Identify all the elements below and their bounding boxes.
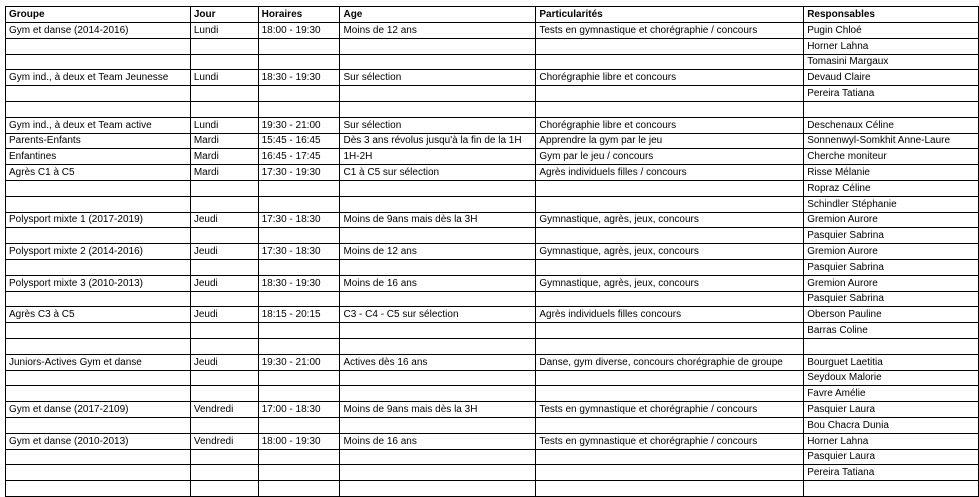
cell-groupe — [6, 291, 191, 307]
cell-responsables: Oberson Pauline — [804, 307, 979, 323]
cell-responsables: Schindler Stéphanie — [804, 196, 979, 212]
cell-particularites: Apprendre la gym par le jeu — [536, 133, 804, 149]
cell-age — [340, 417, 536, 433]
cell-particularites — [536, 370, 804, 386]
cell-responsables: Ropraz Céline — [804, 180, 979, 196]
cell-jour: Vendredi — [190, 433, 258, 449]
header-particularites: Particularités — [536, 7, 804, 23]
cell-age — [340, 370, 536, 386]
cell-jour — [190, 259, 258, 275]
cell-age — [340, 38, 536, 54]
cell-responsables: Pasquier Sabrina — [804, 228, 979, 244]
cell-groupe: Gym et danse (2010-2013) — [6, 433, 191, 449]
cell-age: Actives dès 16 ans — [340, 354, 536, 370]
cell-horaires: 17:30 - 18:30 — [258, 244, 340, 260]
cell-age — [340, 338, 536, 354]
cell-age — [340, 291, 536, 307]
cell-responsables: Pugin Chloé — [804, 23, 979, 39]
cell-jour: Jeudi — [190, 354, 258, 370]
cell-horaires — [258, 38, 340, 54]
cell-responsables: Bourguet Laetitia — [804, 354, 979, 370]
table-row — [6, 86, 979, 102]
cell-jour: Mardi — [190, 165, 258, 181]
cell-particularites: Agrès individuels filles concours — [536, 307, 804, 323]
table-row — [6, 259, 979, 275]
cell-jour: Lundi — [190, 117, 258, 133]
cell-horaires — [258, 86, 340, 102]
cell-groupe: Juniors-Actives Gym et danse — [6, 354, 191, 370]
cell-horaires: 18:30 - 19:30 — [258, 275, 340, 291]
cell-groupe — [6, 180, 191, 196]
table-row — [6, 117, 979, 133]
cell-groupe — [6, 38, 191, 54]
cell-responsables: Sonnenwyl-Somkhit Anne-Laure — [804, 133, 979, 149]
header-responsables: Responsables — [804, 7, 979, 23]
cell-age: Moins de 9ans mais dès la 3H — [340, 212, 536, 228]
cell-particularites: Tests en gymnastique et chorégraphie / concours — [536, 23, 804, 39]
cell-groupe — [6, 417, 191, 433]
cell-responsables: Deschenaux Céline — [804, 117, 979, 133]
header-jour: Jour — [190, 7, 258, 23]
table-row — [6, 433, 979, 449]
cell-horaires: 19:30 - 21:00 — [258, 117, 340, 133]
cell-responsables: Tomasini Margaux — [804, 54, 979, 70]
cell-horaires — [258, 323, 340, 339]
cell-jour — [190, 291, 258, 307]
cell-responsables: Horner Lahna — [804, 38, 979, 54]
cell-particularites — [536, 449, 804, 465]
cell-horaires — [258, 291, 340, 307]
cell-responsables: Horner Lahna — [804, 433, 979, 449]
cell-age — [340, 386, 536, 402]
cell-groupe: Polysport mixte 1 (2017-2019) — [6, 212, 191, 228]
cell-groupe: Enfantines — [6, 149, 191, 165]
cell-horaires — [258, 465, 340, 481]
cell-jour: Jeudi — [190, 244, 258, 260]
cell-particularites — [536, 86, 804, 102]
cell-particularites — [536, 465, 804, 481]
table-row — [6, 291, 979, 307]
cell-jour — [190, 101, 258, 117]
cell-particularites: Gym par le jeu / concours — [536, 149, 804, 165]
cell-age — [340, 465, 536, 481]
cell-responsables: Pasquier Sabrina — [804, 259, 979, 275]
cell-groupe: Agrès C1 à C5 — [6, 165, 191, 181]
cell-groupe — [6, 370, 191, 386]
cell-horaires — [258, 54, 340, 70]
table-row — [6, 307, 979, 323]
cell-horaires: 17:30 - 19:30 — [258, 165, 340, 181]
cell-jour — [190, 86, 258, 102]
cell-age: Sur sélection — [340, 70, 536, 86]
cell-groupe: Gym et danse (2014-2016) — [6, 23, 191, 39]
schedule-table — [5, 6, 979, 497]
table-row — [6, 101, 979, 117]
cell-age — [340, 323, 536, 339]
table-row — [6, 370, 979, 386]
cell-jour — [190, 465, 258, 481]
cell-particularites — [536, 228, 804, 244]
schedule-table-body — [6, 7, 979, 497]
cell-horaires — [258, 417, 340, 433]
cell-age: Sur sélection — [340, 117, 536, 133]
table-row — [6, 54, 979, 70]
cell-jour: Mardi — [190, 149, 258, 165]
cell-responsables: Seydoux Malorie — [804, 370, 979, 386]
table-row — [6, 465, 979, 481]
cell-groupe — [6, 54, 191, 70]
cell-particularites: Gymnastique, agrès, jeux, concours — [536, 212, 804, 228]
cell-jour — [190, 228, 258, 244]
table-row — [6, 133, 979, 149]
cell-age — [340, 259, 536, 275]
cell-jour: Jeudi — [190, 307, 258, 323]
cell-responsables: Bou Chacra Dunia — [804, 417, 979, 433]
table-row — [6, 196, 979, 212]
cell-responsables: Favre Amélie — [804, 386, 979, 402]
table-row — [6, 23, 979, 39]
cell-jour — [190, 180, 258, 196]
cell-particularites — [536, 54, 804, 70]
cell-responsables: Pasquier Laura — [804, 402, 979, 418]
cell-jour — [190, 386, 258, 402]
cell-groupe — [6, 86, 191, 102]
cell-horaires — [258, 180, 340, 196]
cell-particularites: Chorégraphie libre et concours — [536, 117, 804, 133]
cell-groupe — [6, 259, 191, 275]
cell-jour: Mardi — [190, 133, 258, 149]
table-row — [6, 275, 979, 291]
cell-responsables: Barras Coline — [804, 323, 979, 339]
cell-age — [340, 54, 536, 70]
cell-groupe — [6, 449, 191, 465]
cell-groupe — [6, 338, 191, 354]
cell-responsables: Devaud Claire — [804, 70, 979, 86]
cell-groupe: Agrès C3 à C5 — [6, 307, 191, 323]
cell-horaires: 18:30 - 19:30 — [258, 70, 340, 86]
table-row — [6, 417, 979, 433]
cell-particularites — [536, 323, 804, 339]
header-age: Age — [340, 7, 536, 23]
table-row — [6, 449, 979, 465]
cell-jour — [190, 449, 258, 465]
cell-responsables: Gremion Aurore — [804, 212, 979, 228]
cell-particularites: Chorégraphie libre et concours — [536, 70, 804, 86]
cell-groupe — [6, 386, 191, 402]
cell-particularites: Tests en gymnastique et chorégraphie / concours — [536, 402, 804, 418]
cell-particularites — [536, 291, 804, 307]
table-row — [6, 354, 979, 370]
cell-horaires: 16:45 - 17:45 — [258, 149, 340, 165]
header-row — [6, 7, 979, 23]
table-row — [6, 70, 979, 86]
cell-age: Moins de 16 ans — [340, 433, 536, 449]
cell-jour — [190, 338, 258, 354]
cell-age: 1H-2H — [340, 149, 536, 165]
cell-age: Dès 3 ans révolus jusqu'à la fin de la 1H — [340, 133, 536, 149]
cell-horaires — [258, 196, 340, 212]
cell-jour: Jeudi — [190, 212, 258, 228]
cell-horaires: 18:15 - 20:15 — [258, 307, 340, 323]
cell-age — [340, 196, 536, 212]
cell-particularites — [536, 196, 804, 212]
cell-horaires: 18:00 - 19:30 — [258, 23, 340, 39]
cell-groupe — [6, 465, 191, 481]
cell-age: Moins de 9ans mais dès la 3H — [340, 402, 536, 418]
cell-horaires: 17:00 - 18:30 — [258, 402, 340, 418]
cell-groupe — [6, 228, 191, 244]
cell-responsables: Pereira Tatiana — [804, 465, 979, 481]
cell-horaires: 17:30 - 18:30 — [258, 212, 340, 228]
cell-jour: Jeudi — [190, 275, 258, 291]
cell-jour: Vendredi — [190, 402, 258, 418]
cell-particularites: Gymnastique, agrès, jeux, concours — [536, 275, 804, 291]
cell-responsables: Gremion Aurore — [804, 275, 979, 291]
cell-age — [340, 449, 536, 465]
cell-groupe: Polysport mixte 2 (2014-2016) — [6, 244, 191, 260]
cell-particularites — [536, 101, 804, 117]
cell-horaires — [258, 386, 340, 402]
table-row — [6, 323, 979, 339]
cell-horaires: 15:45 - 16:45 — [258, 133, 340, 149]
cell-responsables — [804, 101, 979, 117]
cell-jour: Lundi — [190, 23, 258, 39]
cell-groupe: Gym ind., à deux et Team Jeunesse — [6, 70, 191, 86]
table-row — [6, 338, 979, 354]
cell-groupe — [6, 196, 191, 212]
cell-particularites: Gymnastique, agrès, jeux, concours — [536, 244, 804, 260]
cell-jour: Lundi — [190, 70, 258, 86]
cell-horaires: 19:30 - 21:00 — [258, 354, 340, 370]
cell-particularites: Agrès individuels filles / concours — [536, 165, 804, 181]
cell-age: C1 à C5 sur sélection — [340, 165, 536, 181]
cell-groupe — [6, 101, 191, 117]
cell-groupe — [6, 323, 191, 339]
cell-horaires — [258, 259, 340, 275]
cell-groupe: Polysport mixte 3 (2010-2013) — [6, 275, 191, 291]
cell-jour — [190, 38, 258, 54]
cell-horaires — [258, 449, 340, 465]
cell-particularites — [536, 259, 804, 275]
cell-particularites — [536, 338, 804, 354]
cell-responsables: Pereira Tatiana — [804, 86, 979, 102]
table-row — [6, 165, 979, 181]
cell-particularites — [536, 180, 804, 196]
cell-jour — [190, 54, 258, 70]
cell-horaires: 18:00 - 19:30 — [258, 433, 340, 449]
cell-age — [340, 86, 536, 102]
cell-particularites: Danse, gym diverse, concours chorégraphie de groupe — [536, 354, 804, 370]
cell-responsables: Risse Mélanie — [804, 165, 979, 181]
header-horaires: Horaires — [258, 7, 340, 23]
cell-horaires — [258, 338, 340, 354]
cell-jour — [190, 323, 258, 339]
cell-particularites — [536, 38, 804, 54]
cell-age: C3 - C4 - C5 sur sélection — [340, 307, 536, 323]
cell-jour — [190, 417, 258, 433]
table-row — [6, 386, 979, 402]
cell-responsables: Cherche moniteur — [804, 149, 979, 165]
cell-age: Moins de 16 ans — [340, 275, 536, 291]
cell-horaires — [258, 228, 340, 244]
table-row — [6, 180, 979, 196]
cell-particularites — [536, 386, 804, 402]
table-row — [6, 244, 979, 260]
table-row — [6, 38, 979, 54]
cell-groupe: Gym et danse (2017-2109) — [6, 402, 191, 418]
cell-groupe: Gym ind., à deux et Team active — [6, 117, 191, 133]
cell-jour — [190, 196, 258, 212]
cell-age — [340, 101, 536, 117]
cell-age: Moins de 12 ans — [340, 244, 536, 260]
cell-responsables: Pasquier Sabrina — [804, 291, 979, 307]
cell-particularites — [536, 417, 804, 433]
cell-particularites: Tests en gymnastique et chorégraphie / concours — [536, 433, 804, 449]
cell-groupe: Parents-Enfants — [6, 133, 191, 149]
header-groupe: Groupe — [6, 7, 191, 23]
cell-responsables — [804, 338, 979, 354]
cell-age — [340, 180, 536, 196]
table-row — [6, 149, 979, 165]
cell-horaires — [258, 101, 340, 117]
cell-responsables: Pasquier Laura — [804, 449, 979, 465]
table-row — [6, 228, 979, 244]
cell-jour — [190, 370, 258, 386]
cell-responsables: Gremion Aurore — [804, 244, 979, 260]
table-row — [6, 212, 979, 228]
cell-age: Moins de 12 ans — [340, 23, 536, 39]
cell-horaires — [258, 370, 340, 386]
cell-age — [340, 228, 536, 244]
table-row — [6, 402, 979, 418]
